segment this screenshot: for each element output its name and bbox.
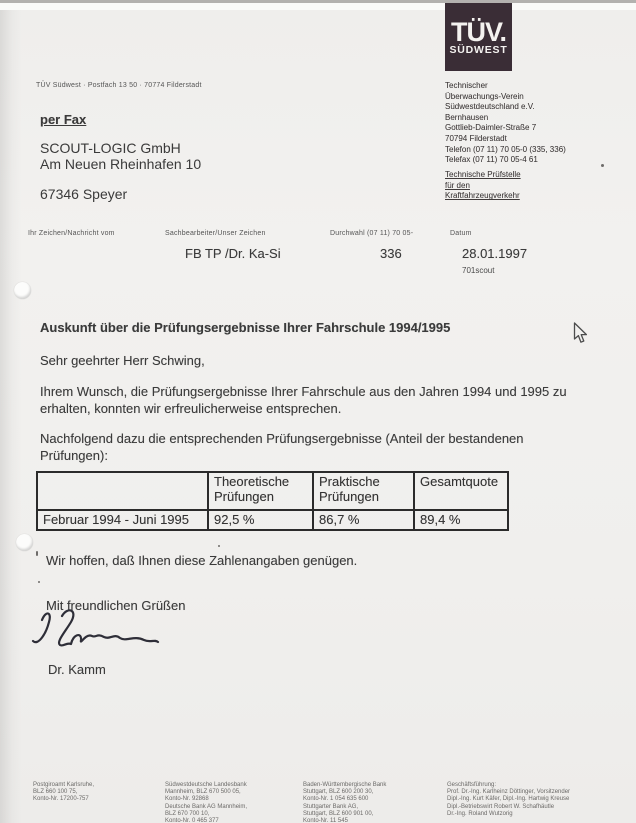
cell-gesamtquote-value: 89,4 %	[414, 510, 508, 530]
footer-column-bw-bank	[303, 782, 438, 823]
scan-speck	[36, 551, 38, 556]
label-durchwahl: Durchwahl (07 11) 70 05-	[330, 230, 414, 237]
footer-line: Südwestdeutsche Landesbank	[165, 782, 247, 788]
results-table	[36, 471, 509, 531]
footer-line: Konto-Nr. 11 545	[303, 818, 348, 823]
salutation: Sehr geehrter Herr Schwing,	[40, 353, 205, 368]
signer-name: Dr. Kamm	[48, 662, 106, 677]
org-dept-line: Technische Prüfstelle	[445, 170, 521, 179]
table-header-gesamtquote: Gesamtquote	[414, 472, 508, 510]
footer-line: Konto-Nr. 1 054 635 600	[303, 796, 369, 803]
cell-praktische-value: 86,7 %	[313, 510, 414, 530]
cell-theoretische-value: 92,5 %	[208, 510, 313, 530]
org-address-block	[445, 81, 566, 166]
hole-punch-top	[14, 282, 31, 299]
label-datum: Datum	[450, 230, 472, 237]
closing-sentence: Wir hoffen, daß Ihnen diese Zahlenangaben genügen.	[46, 553, 358, 568]
footer-line: Konto-Nr. 0 465 377	[165, 818, 219, 823]
footer-line: Dipl.-Betriebswirt Robert W. Schafhäutle	[447, 803, 555, 810]
footer-line: Postgiroamt Karlsruhe,	[33, 782, 95, 788]
footer-line: Konto-Nr. 17200-757	[33, 796, 89, 803]
table-header-empty	[37, 472, 208, 510]
org-address-line: Südwestdeutschland e.V.	[445, 102, 535, 112]
footer-line: Stuttgart, BLZ 600 901 00,	[303, 810, 374, 817]
value-durchwahl: 336	[380, 246, 402, 261]
footer-line: Dr.-Ing. Roland Wutzorig	[447, 810, 513, 817]
table-header-row	[37, 472, 508, 510]
recipient-city: 67346 Speyer	[40, 186, 128, 202]
hole-punch-bottom	[16, 534, 33, 551]
org-address-line: Bernhausen	[445, 112, 489, 122]
footer-line: Baden-Württembergische Bank	[303, 782, 387, 788]
paragraph-1: Ihrem Wunsch, die Prüfungsergebnisse Ihrer Fahrschule aus den Jahren 1994 und 1995 zu erhalten, konnten wir erfreulicherweise entsprechen.	[40, 384, 567, 416]
footer-line: Konto-Nr. 92868	[165, 796, 209, 803]
org-dept-line: für den	[445, 180, 470, 190]
logo-text-tuv: TÜV.	[450, 16, 507, 47]
org-address-line: Überwachungs-Verein	[445, 91, 524, 101]
valediction: Mit freundlichen Grüßen	[46, 598, 186, 613]
logo-text-sudwest: SÜDWEST	[449, 43, 508, 56]
scan-speck	[218, 545, 220, 547]
footer-column-postgiro	[33, 782, 153, 804]
footer-line: Stuttgarter Bank AG,	[303, 803, 359, 810]
footer-column-management	[447, 782, 632, 818]
footer-line: BLZ 660 100 75,	[33, 789, 78, 796]
value-sachbearbeiter: FB TP /Dr. Ka-Si	[185, 246, 281, 261]
footer-line: Deutsche Bank AG Mannheim,	[165, 803, 248, 810]
table-row	[37, 510, 508, 530]
mouse-cursor-icon	[573, 322, 589, 344]
sender-return-line: TÜV Südwest · Postfach 13 50 · 70774 Filderstadt	[36, 82, 202, 89]
cell-period: Februar 1994 - Juni 1995	[37, 510, 208, 530]
table-header-theoretische: Theoretische Prüfungen	[208, 472, 313, 510]
scan-speck	[38, 581, 40, 583]
recipient-street: Am Neuen Rheinhafen 10	[40, 156, 202, 172]
footer-line: Stuttgart, BLZ 600 200 30,	[303, 789, 374, 796]
org-address-line: 70794 Filderstadt	[445, 133, 507, 143]
footer-line: Prof. Dr.-Ing. Karlheinz Döttinger, Vorsitzender	[447, 789, 571, 796]
org-department-block	[445, 170, 521, 202]
label-ihr-zeichen: Ihr Zeichen/Nachricht vom	[28, 230, 115, 237]
footer-line: Geschäftsführung:	[447, 782, 497, 788]
org-dept-line: Kraftfahrzeugverkehr	[445, 191, 520, 201]
org-address-line: Telefon (07 11) 70 05-0 (335, 336)	[445, 144, 566, 154]
value-datum: 28.01.1997	[462, 246, 528, 261]
tuv-sudwest-logo	[445, 3, 512, 71]
org-address-line: Telefax (07 11) 70 05-4 61	[445, 155, 538, 165]
org-address-line: Technischer	[445, 81, 488, 90]
footer-line: BLZ 670 700 10,	[165, 810, 210, 817]
footer-column-landesbank	[165, 782, 295, 823]
paragraph-2: Nachfolgend dazu die entsprechenden Prüfungsergebnisse (Anteil der bestandenen Prüfungen):	[40, 431, 524, 463]
recipient-company: SCOUT-LOGIC GmbH	[40, 140, 181, 156]
scan-edge-top-highlight	[0, 3, 636, 10]
file-code: 701scout	[462, 266, 495, 275]
subject-line: Auskunft über die Prüfungsergebnisse Ihrer Fahrschule 1994/1995	[40, 320, 451, 335]
delivery-method-label: per Fax	[40, 112, 87, 127]
signature-icon	[26, 606, 161, 664]
label-sachbearbeiter: Sachbearbeiter/Unser Zeichen	[165, 230, 266, 237]
table-header-praktische: Praktische Prüfungen	[313, 472, 414, 510]
footer-line: Mannheim, BLZ 670 500 05,	[165, 789, 241, 796]
footer-line: Dipl.-Ing. Kurt Käfer, Dipl.-Ing. Hartwig Kreuse	[447, 796, 570, 803]
org-address-line: Gottlieb-Daimler-Straße 7	[445, 123, 537, 133]
scan-speck	[601, 164, 604, 167]
